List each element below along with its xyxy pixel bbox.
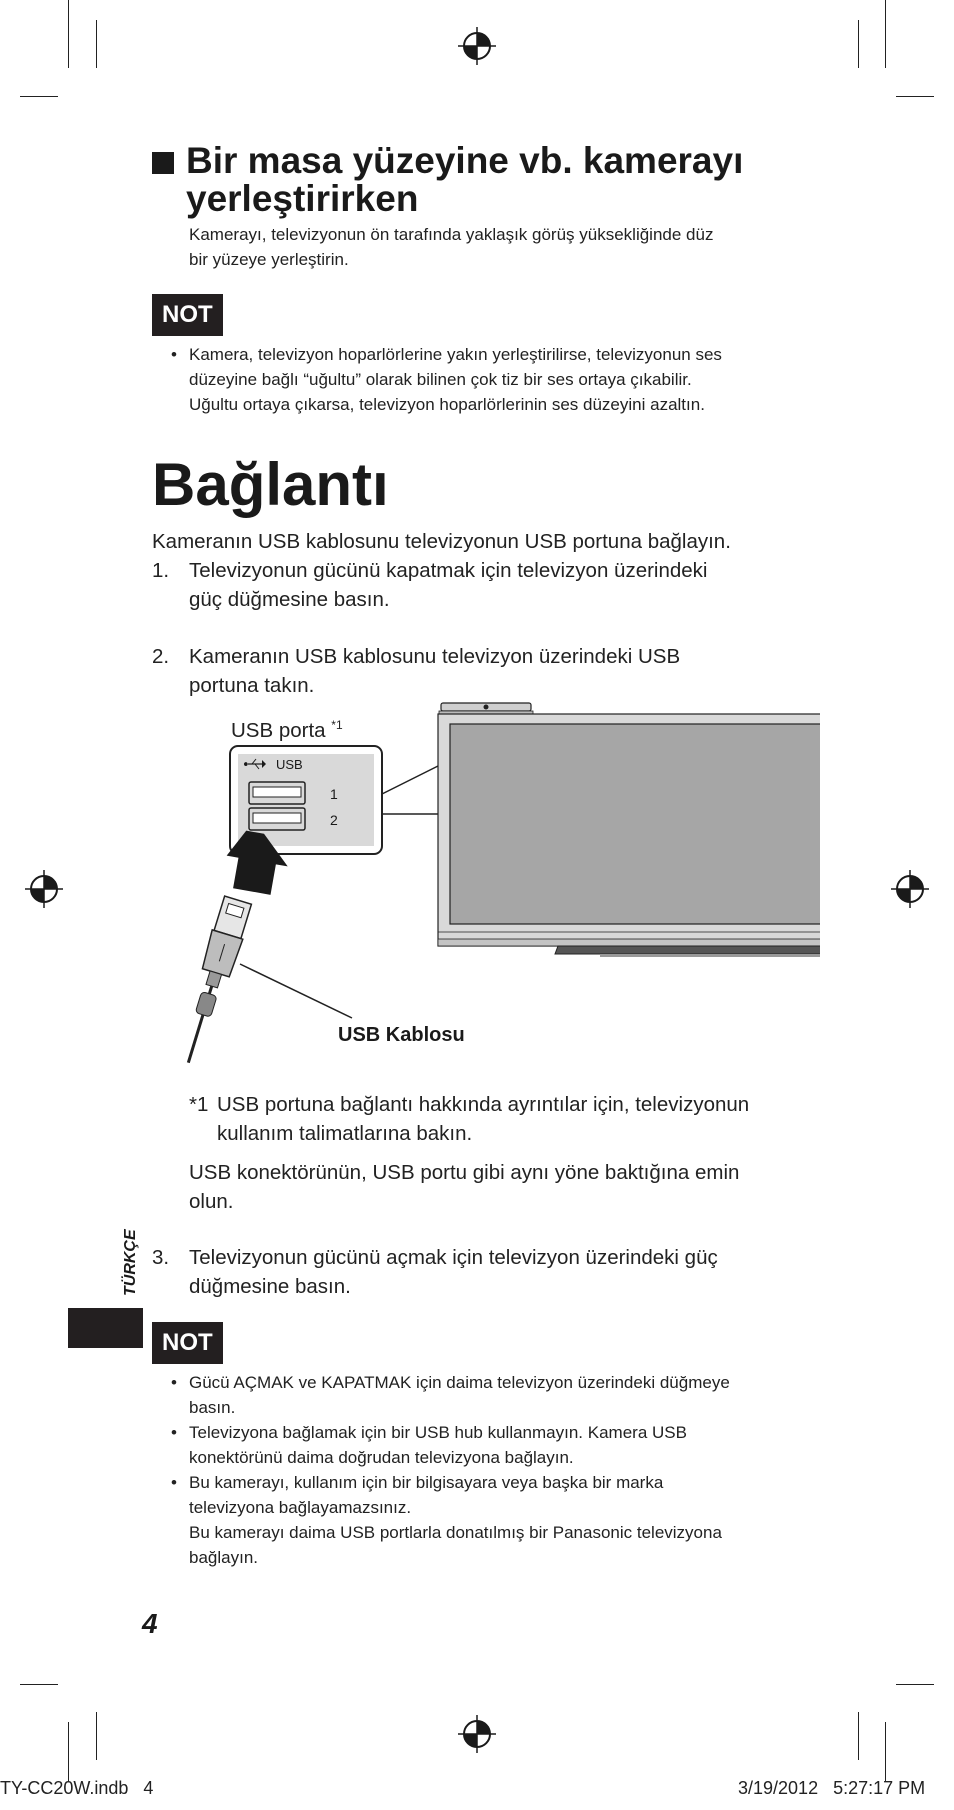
- heading-line-2: yerleştirirken: [186, 178, 419, 219]
- step-3: 3. Televizyonun gücünü açmak için televizyon üzerindeki güç düğmesine basın.: [152, 1246, 718, 1298]
- svg-text:•: •: [242, 758, 250, 773]
- list-item: • Gücü AÇMAK ve KAPATMAK için daima televizyon üzerindeki düğmeye basın.: [169, 1370, 829, 1420]
- television-illustration: [438, 703, 820, 957]
- note-badge: NOT: [152, 1322, 223, 1364]
- crop-mark: [858, 1712, 859, 1760]
- step-2: 2. Kameranın USB kablosunu televizyon üzerindeki USB portuna takın.: [152, 645, 681, 697]
- footnote: *1 USB portuna bağlantı hakkında ayrıntılar için, televizyonun kullanım talimatlarına bakın.: [189, 1090, 839, 1148]
- section-intro: Kamerayı, televizyonun ön tarafında yaklaşık görüş yüksekliğinde düz bir yüzeye yerleştirin.: [189, 225, 714, 269]
- registration-mark-icon: [890, 869, 930, 909]
- crop-mark: [20, 96, 58, 97]
- page-number: 4: [142, 1608, 158, 1639]
- usb-port-label: USB porta $^{*1}$: [231, 718, 343, 742]
- language-tab: [68, 1308, 143, 1348]
- crop-mark: [885, 0, 886, 68]
- page-title: Bağlantı: [152, 451, 389, 518]
- port-number-label: 2: [330, 812, 338, 828]
- registration-mark-icon: [24, 869, 64, 909]
- crop-mark: [68, 0, 69, 68]
- footnote-mark: *1: [189, 1093, 209, 1116]
- registration-mark-icon: [457, 26, 497, 66]
- crop-mark: [896, 1684, 934, 1685]
- crop-mark: [96, 1712, 97, 1760]
- step-1: 1. Televizyonun gücünü kapatmak için televizyon üzerindeki güç düğmesine basın.: [152, 559, 708, 611]
- port-number-label: 1: [330, 786, 338, 802]
- list-item: • Kamera, televizyon hoparlörlerine yakın yerleştirilirse, televizyonun ses düzeyine bağlı “uğultu” olarak bilinen çok tiz bir ses ortaya çıkabilir. Uğultu ortaya çıkarsa, televizyon hoparlörlerinin ses düzeyini azaltın.: [169, 342, 829, 417]
- crop-mark: [885, 1722, 886, 1782]
- note-list: [169, 1370, 829, 1570]
- footer-timestamp: 3/19/2012 5:27:17 PM: [738, 1778, 926, 1798]
- crop-mark: [96, 20, 97, 68]
- usb-connection-diagram: [180, 696, 820, 1076]
- section-intro: Kameranın USB kablosunu televizyonun USB portuna bağlayın.: [152, 530, 731, 553]
- usb-plug-illustration: [180, 895, 253, 1067]
- section-heading: [152, 142, 743, 218]
- note-badge: NOT: [152, 294, 223, 336]
- tv-screen: [450, 724, 820, 924]
- note-list: [169, 342, 829, 417]
- crop-mark: [896, 96, 934, 97]
- crop-mark: [858, 20, 859, 68]
- language-label: TÜRKÇE: [122, 1229, 139, 1296]
- crop-mark: [20, 1684, 58, 1685]
- heading-line-1: Bir masa yüzeyine vb. kamerayı: [186, 140, 744, 181]
- orientation-note: USB konektörünün, USB portu gibi aynı yöne baktığına emin olun.: [189, 1161, 740, 1213]
- list-item: • Televizyona bağlamak için bir USB hub kullanmayın. Kamera USB konektörünü daima doğrudan televizyona bağlayın.: [169, 1420, 829, 1470]
- crop-mark: [68, 1722, 69, 1782]
- registration-mark-icon: [457, 1714, 497, 1754]
- list-item: • Bu kamerayı, kullanım için bir bilgisayara veya başka bir marka televizyona bağlayamazsınız. Bu kamerayı daima USB portlarla donatılmış bir Panasonic televizyona bağlayın.: [169, 1470, 829, 1570]
- footer-filename: TY-CC20W.indb 4: [0, 1778, 154, 1798]
- heading-bullet-icon: [152, 152, 174, 174]
- usb-text: USB: [276, 757, 303, 772]
- usb-cable-label: USB Kablosu: [338, 1024, 465, 1046]
